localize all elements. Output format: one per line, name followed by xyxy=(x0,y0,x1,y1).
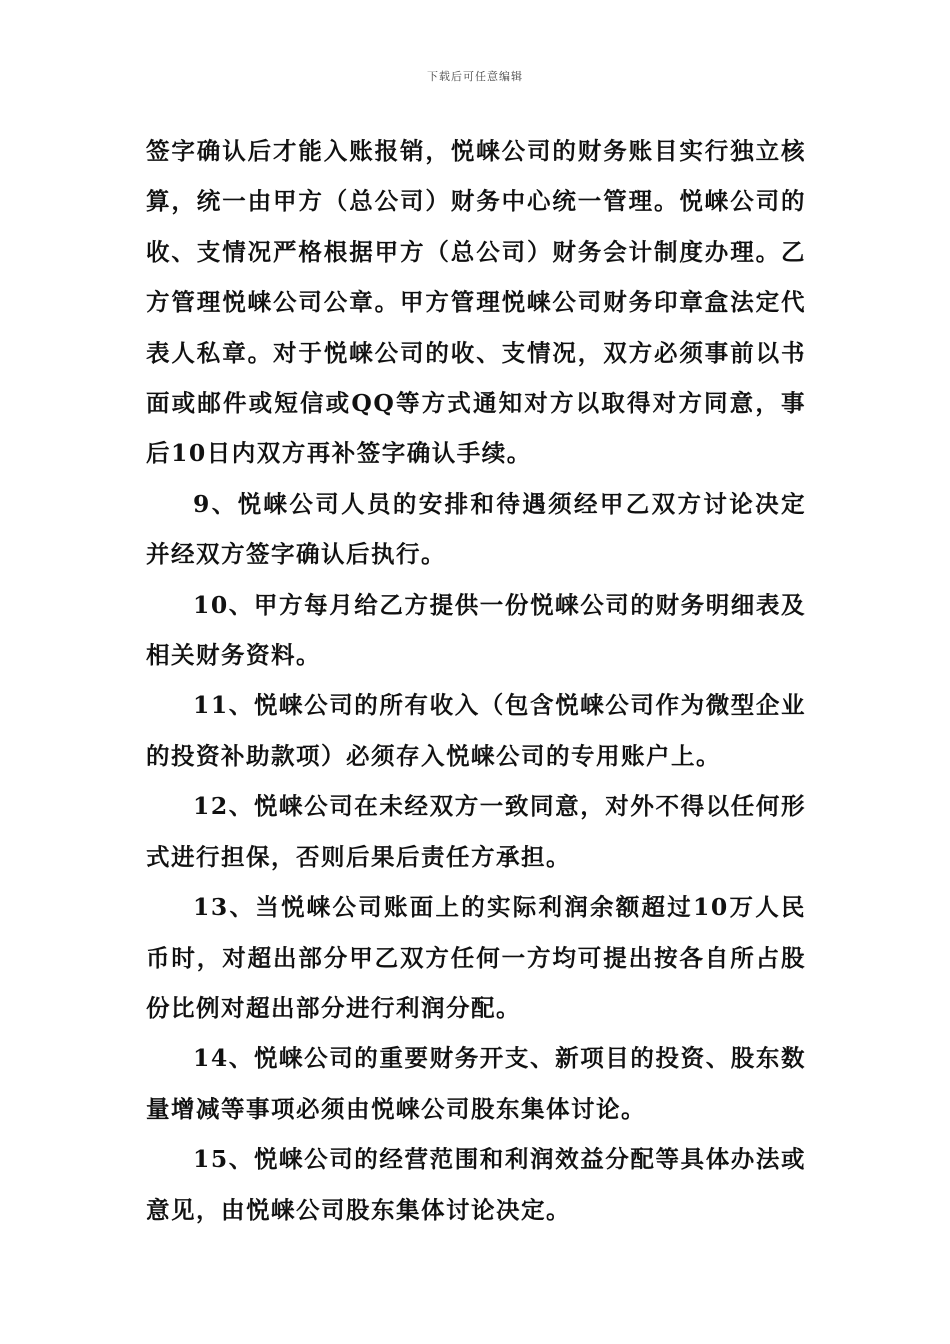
header-note: 下载后可任意编辑 xyxy=(427,70,523,83)
paragraph-clause-9: 9、悦崃公司人员的安排和待遇须经甲乙双方讨论决定并经双方签字确认后执行。 xyxy=(146,489,806,569)
paragraph-clause-10: 10、甲方每月给乙方提供一份悦崃公司的财务明细表及相关财务资料。 xyxy=(146,590,806,670)
document-body xyxy=(146,126,806,1235)
paragraph-clause-12: 12、悦崃公司在未经双方一致同意，对外不得以任何形式进行担保，否则后果后责任方承担。 xyxy=(146,792,806,871)
paragraph-clause-13: 13、当悦崃公司账面上的实际利润余额超过10万人民币时，对超出部分甲乙双方任何一方均可提出按各自所占股份比例对超出部分进行利润分配。 xyxy=(146,893,806,1022)
paragraph-clause-11: 11、悦崃公司的所有收入（包含悦崃公司作为微型企业的投资补助款项）必须存入悦崃公司的专用账户上。 xyxy=(146,691,806,770)
paragraph-clause-15: 15、悦崃公司的经营范围和利润效益分配等具体办法或意见，由悦崃公司股东集体讨论决定。 xyxy=(146,1145,806,1224)
paragraph-continued: 签字确认后才能入账报销，悦崃公司的财务账目实行独立核算，统一由甲方（总公司）财务中心统一管理。悦崃公司的收、支情况严格根据甲方（总公司）财务会计制度办理。乙方管理悦崃公司公章。甲方管理悦崃公司财务印章盒法定代表人私章。对于悦崃公司的收、支情况，双方必须事前以书面或邮件或短信或QQ等方式通知对方以取得对方同意，事后10日内双方再补签字确认手续。 xyxy=(146,137,806,468)
paragraph-clause-14: 14、悦崃公司的重要财务开支、新项目的投资、股东数量增减等事项必须由悦崃公司股东集体讨论。 xyxy=(146,1044,806,1123)
